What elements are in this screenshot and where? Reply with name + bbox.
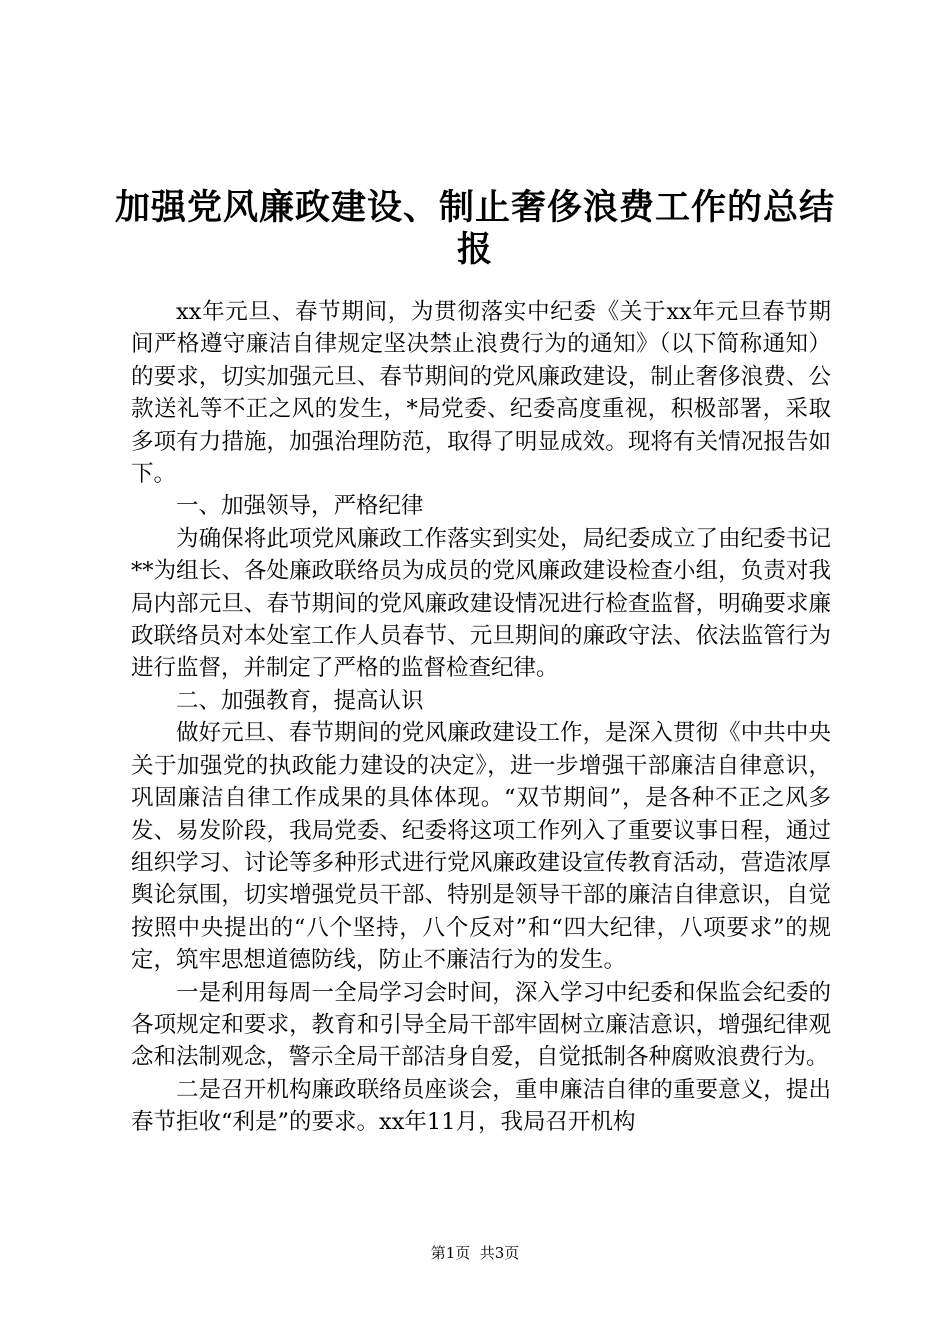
page-number: 第1页 共3页 — [430, 1244, 520, 1262]
paragraph-section-2: 做好元旦、春节期间的党风廉政建设工作，是深入贯彻《中共中央关于加强党的执政能力建设的决定》，进一步增强干部廉洁自律意识，巩固廉洁自律工作成果的具体体现。“双节期间”，是各种不正之风多发、易发阶段，我局党委、纪委将这项工作列入了重要议事日程，通过组织学习、讨论等多种形式进行党风廉政建设宣传教育活动，营造浓厚舆论氛围，切实增强党员干部、特别是领导干部的廉洁自律意识，自觉按照中央提出的“八个坚持，八个反对”和“四大纪律，八项要求”的规定，筑牢思想道德防线，防止不廉洁行为的发生。 — [131, 720, 831, 974]
document-title-line1: 加强党风廉政建设、制止奢侈浪费工作的总结 — [114, 188, 835, 228]
section-heading-2: 二、加强教育，提高认识 — [176, 687, 424, 714]
paragraph-section-1: 为确保将此项党风廉政工作落实到实处，局纪委成立了由纪委书记**为组长、各处廉政联络员为成员的党风廉政建设检查小组，负责对我局内部元旦、春节期间的党风廉政建设情况进行检查监督，明确要求廉政联络员对本处室工作人员春节、元旦期间的廉政守法、依法监管行为进行监督，并制定了严格的监督检查纪律。 — [131, 525, 831, 682]
page-footer — [0, 1242, 950, 1263]
paragraph-item-2: 二是召开机构廉政联络员座谈会，重申廉洁自律的重要意义，提出春节拒收“利是”的要求。xx年11月，我局召开机构 — [131, 1076, 831, 1136]
document-title-line2: 报 — [456, 230, 493, 270]
document-body — [131, 296, 831, 1139]
paragraph-item-1: 一是利用每周一全局学习会时间，深入学习中纪委和保监会纪委的各项规定和要求，教育和引导全局干部牢固树立廉洁意识，增强纪律观念和法制观念，警示全局干部洁身自爱，自觉抵制各种腐败浪费行为。 — [131, 979, 831, 1071]
section-heading-1: 一、加强领导，严格纪律 — [176, 493, 424, 520]
paragraph-intro: xx年元旦、春节期间，为贯彻落实中纪委《关于xx年元旦春节期间严格遵守廉洁自律规定坚决禁止浪费行为的通知》（以下简称通知）的要求，切实加强元旦、春节期间的党风廉政建设，制止奢侈浪费、公款送礼等不正之风的发生，*局党委、纪委高度重视，积极部署，采取多项有力措施，加强治理防范，取得了明显成效。现将有关情况报告如下。 — [131, 299, 831, 488]
